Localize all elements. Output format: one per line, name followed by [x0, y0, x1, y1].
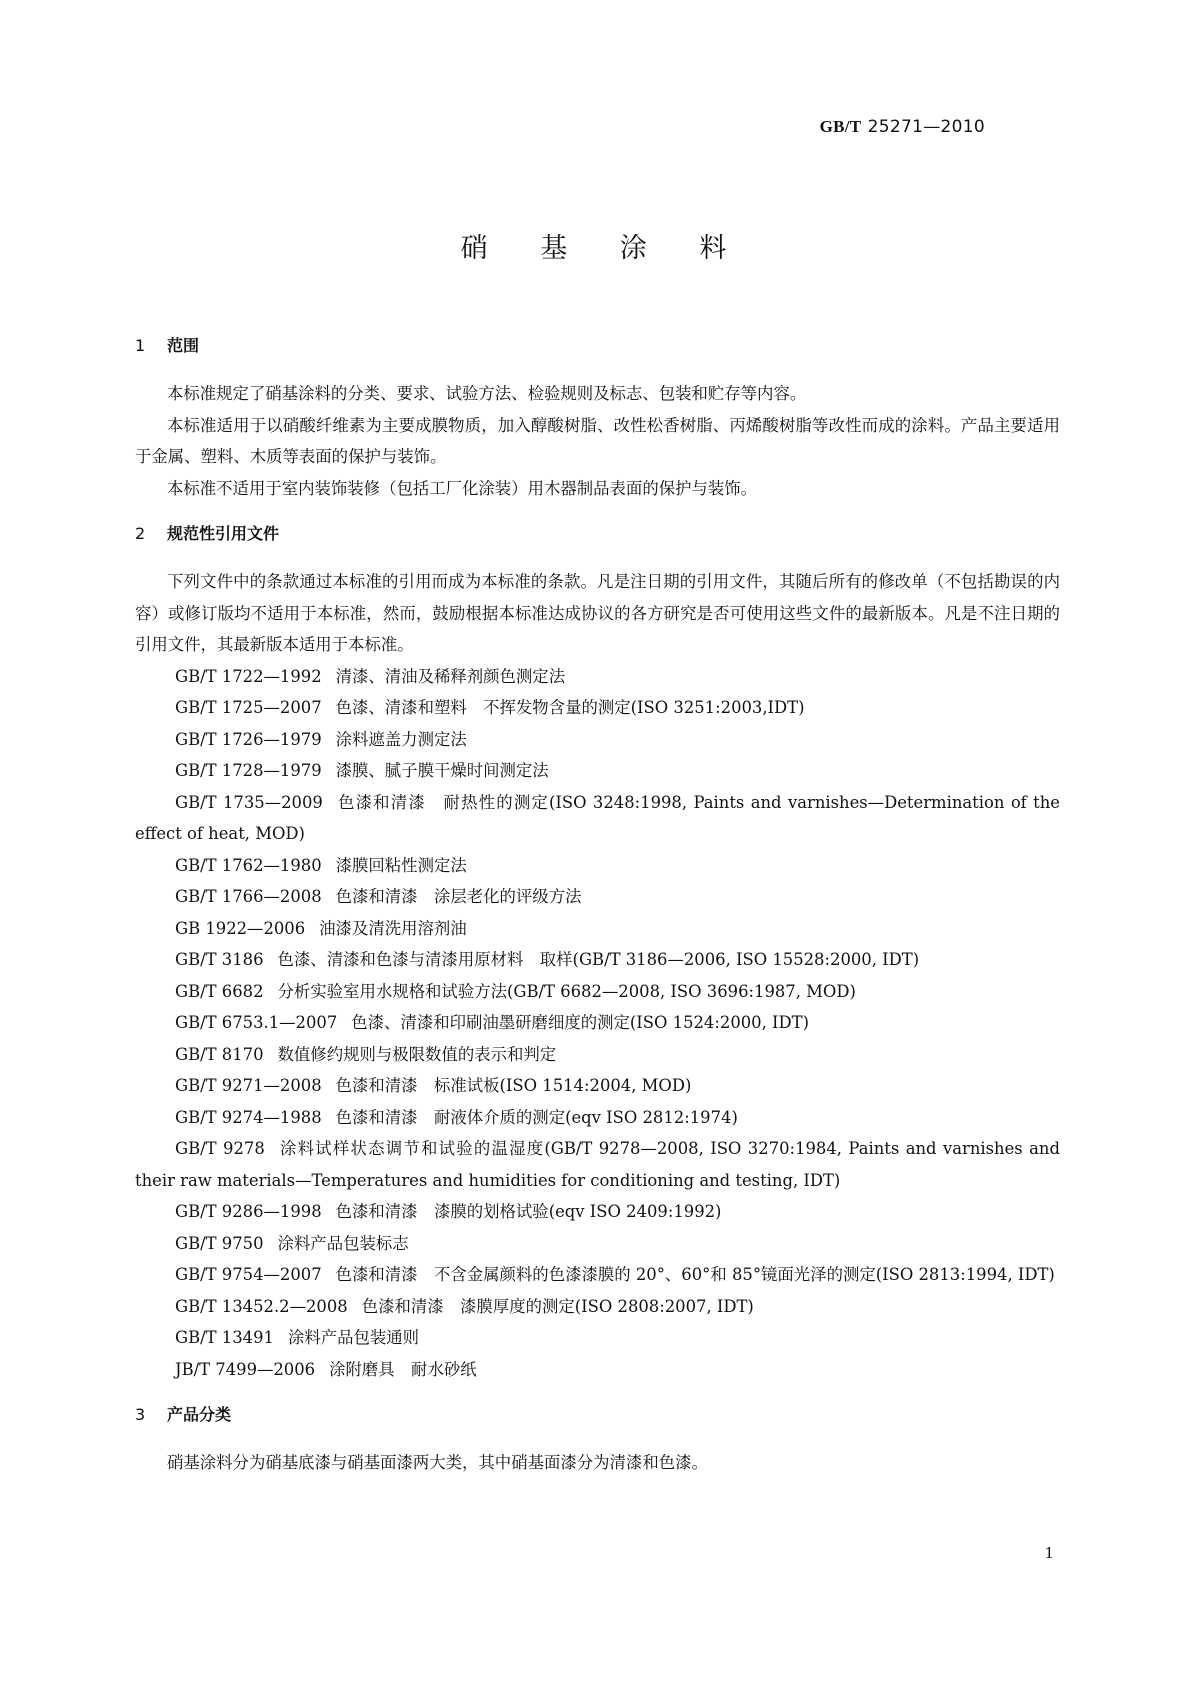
reference-title: 色漆、清漆和印刷油墨研磨细度的测定(ISO 1524:2000, IDT): [351, 1013, 809, 1032]
reference-title: 色漆和清漆 漆膜厚度的测定(ISO 2808:2007, IDT): [361, 1296, 754, 1316]
page-number: 1: [1044, 1544, 1054, 1562]
section-number: 3: [135, 1405, 146, 1424]
reference-item: [135, 1228, 1060, 1260]
reference-item: [135, 1259, 1060, 1291]
reference-item: [135, 1070, 1060, 1102]
reference-code: GB/T 1766—2008: [175, 887, 322, 906]
reference-title: 涂料产品包装标志: [277, 1233, 409, 1253]
reference-title: 色漆和清漆 涂层老化的评级方法: [335, 887, 582, 906]
reference-code: GB/T 9271—2008: [175, 1076, 322, 1095]
reference-list: [135, 661, 1060, 1386]
reference-item: [135, 1291, 1060, 1323]
references-intro: 下列文件中的条款通过本标准的引用而成为本标准的条款。凡是注日期的引用文件，其随后所有的修改单（不包括勘误的内容）或修订版均不适用于本标准，然而，鼓励根据本标准达成协议的各方研究是否可使用这些文件的最新版本。凡是不注日期的引用文件，其最新版本适用于本标准。: [135, 572, 1060, 654]
reference-title: 漆膜回粘性测定法: [335, 855, 467, 875]
reference-title: 色漆、清漆和色漆与清漆用原材料 取样(GB/T 3186—2006, ISO 15528:2000, IDT): [277, 950, 920, 969]
reference-title: 分析实验室用水规格和试验方法(GB/T 6682—2008, ISO 3696:1987, MOD): [277, 981, 856, 1001]
reference-title: 色漆和清漆 漆膜的划格试验(eqv ISO 2409:1992): [335, 1202, 722, 1221]
reference-title: 清漆、清油及稀释剂颜色测定法: [335, 666, 566, 686]
reference-item: [135, 1102, 1060, 1134]
reference-code: GB/T 1762—1980: [175, 855, 322, 875]
document-title: 硝 基 涂 料: [460, 233, 749, 264]
standard-code: GB/T: [819, 117, 862, 136]
standard-number-value: 25271—2010: [867, 117, 985, 137]
reference-item: [135, 1133, 1060, 1196]
standard-number: [820, 117, 985, 137]
reference-title: 涂附磨具 耐水砂纸: [329, 1359, 477, 1379]
reference-item: [135, 944, 1060, 976]
reference-item: [135, 850, 1060, 882]
section-number: 1: [135, 336, 146, 355]
reference-code: GB/T 1728—1979: [175, 761, 322, 780]
section-heading-product-classification: [135, 1399, 1060, 1430]
reference-code: GB/T 9274—1988: [175, 1107, 322, 1127]
reference-title: 色漆、清漆和塑料 不挥发物含量的测定(ISO 3251:2003,IDT): [335, 698, 805, 717]
reference-item: [135, 1196, 1060, 1228]
reference-code: JB/T 7499—2006: [175, 1359, 316, 1379]
reference-code: GB/T 6753.1—2007: [175, 1013, 338, 1032]
reference-item: [135, 913, 1060, 945]
reference-code: GB/T 3186: [175, 950, 264, 969]
reference-title: 色漆和清漆 耐热性的测定(ISO 3248:1998, Paints and varnishes—Determination of the effect of heat, MOD): [135, 792, 1060, 843]
section-heading-normative-references: [135, 518, 1060, 549]
reference-title: 涂料产品包装通则: [287, 1328, 420, 1347]
reference-item: [135, 976, 1060, 1008]
section-title: 范围: [167, 336, 200, 355]
reference-title: 色漆和清漆 耐液体介质的测定(eqv ISO 2812:1974): [335, 1107, 738, 1127]
reference-item: [135, 661, 1060, 693]
paragraph: 本标准不适用于室内装饰装修（包括工厂化涂装）用木器制品表面的保护与装饰。: [167, 478, 758, 498]
reference-title: 色漆和清漆 不含金属颜料的色漆漆膜的 20°、60°和 85°镜面光泽的测定(ISO 2813:1994, IDT): [335, 1265, 1055, 1284]
reference-code: GB/T 1722—1992: [175, 666, 322, 686]
reference-item: [135, 1322, 1060, 1354]
reference-title: 数值修约规则与极限数值的表示和判定: [277, 1044, 557, 1064]
section-title: 产品分类: [167, 1405, 232, 1424]
reference-code: GB/T 9278: [175, 1139, 265, 1158]
reference-code: GB/T 9750: [175, 1233, 264, 1253]
reference-code: GB/T 9754—2007: [175, 1265, 322, 1284]
paragraph: 本标准适用于以硝酸纤维素为主要成膜物质，加入醇酸树脂、改性松香树脂、丙烯酸树脂等改性而成的涂料。产品主要适用于金属、塑料、木质等表面的保护与装饰。: [135, 415, 1060, 466]
reference-item: [135, 692, 1060, 724]
reference-code: GB/T 6682: [175, 981, 264, 1001]
reference-code: GB 1922—2006: [175, 918, 306, 938]
reference-code: GB/T 8170: [175, 1044, 264, 1064]
reference-code: GB/T 1725—2007: [175, 698, 322, 717]
paragraph: 硝基涂料分为硝基底漆与硝基面漆两大类，其中硝基面漆分为清漆和色漆。: [167, 1453, 708, 1472]
section-heading-scope: [135, 330, 1060, 361]
section-title: 规范性引用文件: [167, 524, 280, 543]
reference-code: GB/T 1735—2009: [175, 792, 323, 812]
reference-title: 涂料遮盖力测定法: [335, 729, 467, 749]
reference-item: [135, 881, 1060, 913]
reference-title: 油漆及清洗用溶剂油: [319, 918, 467, 938]
paragraph: 本标准规定了硝基涂料的分类、要求、试验方法、检验规则及标志、包装和贮存等内容。: [167, 384, 807, 403]
reference-item: [135, 1039, 1060, 1071]
reference-item: [135, 1354, 1060, 1386]
reference-code: GB/T 9286—1998: [175, 1202, 322, 1221]
reference-title: 色漆和清漆 标准试板(ISO 1514:2004, MOD): [335, 1076, 692, 1095]
section-number: 2: [135, 524, 146, 543]
reference-code: GB/T 13452.2—2008: [175, 1296, 348, 1316]
reference-item: [135, 1007, 1060, 1039]
reference-title: 涂料试样状态调节和试验的温湿度(GB/T 9278—2008, ISO 3270:1984, Paints and varnishes and their raw materials—Temperatures and humidities for conditioning and testing, IDT): [135, 1139, 1060, 1190]
reference-code: GB/T 1726—1979: [175, 729, 322, 749]
reference-item: [135, 724, 1060, 756]
reference-item: [135, 787, 1060, 850]
reference-title: 漆膜、腻子膜干燥时间测定法: [335, 761, 549, 780]
reference-item: [135, 755, 1060, 787]
document-body: [135, 330, 1060, 1479]
reference-code: GB/T 13491: [175, 1328, 274, 1347]
